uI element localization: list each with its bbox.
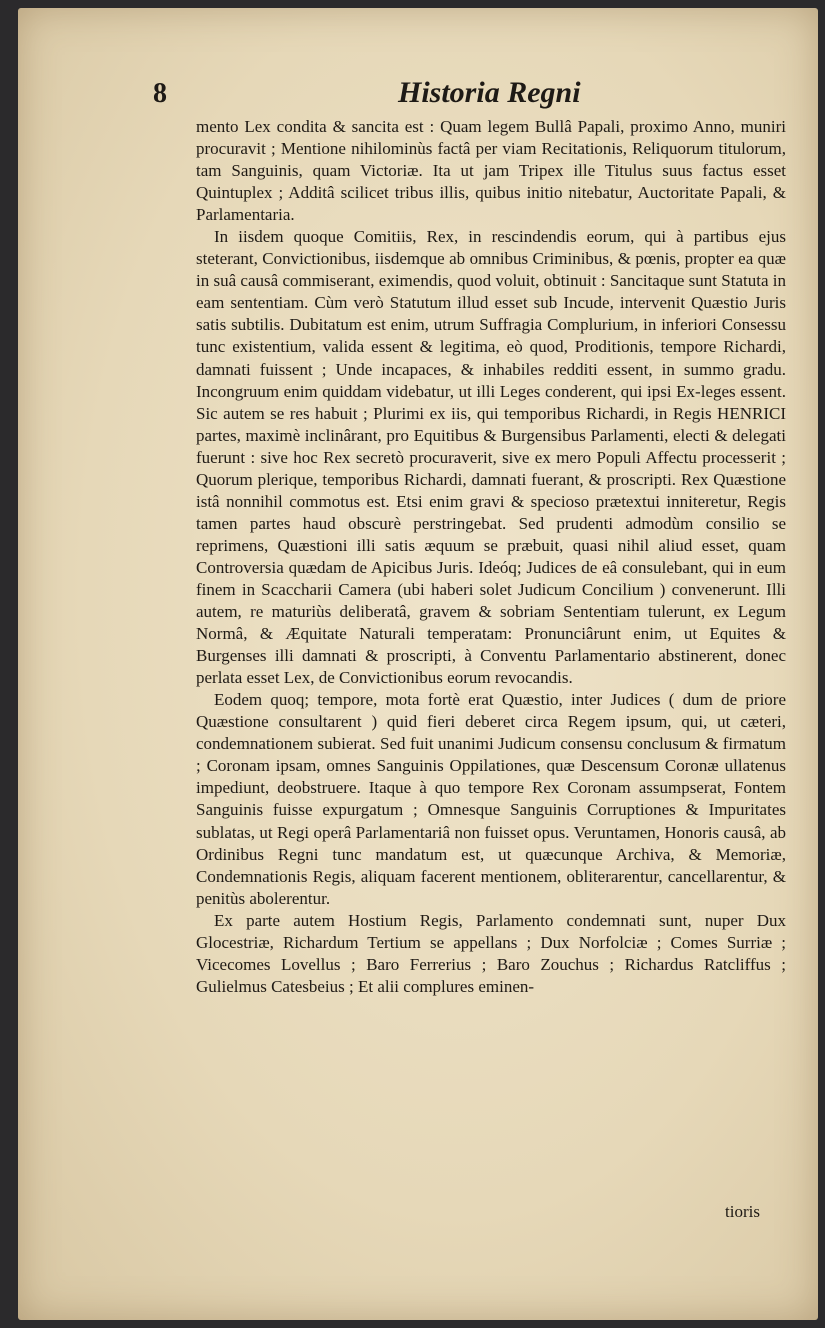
paragraph-4: Ex parte autem Hostium Regis, Parlamento condemnati sunt, nuper Dux Glocestriæ, Richardum Tertium se appellans ; Dux Norfolciæ ; Comes Surriæ ; Vicecomes Lovellus ; Baro Ferrerius ; Baro Zouchus ; Richardus Ratcliffus ; Gulielmus Catesbeius ; Et alii complures eminen- [196,910,786,996]
page-number: 8 [153,78,167,109]
paragraph-2: In iisdem quoque Comitiis, Rex, in rescindendis eorum, qui à partibus ejus steterant, Convictionibus, iisdemque ab omnibus Criminibus, & pœnis, propter ea quæ in suâ causâ commiserant, eximendis, quod voluit, obtinuit : Sancitaque sunt Statuta in eam sententiam. Cùm verò Statutum illud esset sub Incude, intervenit Quæstio Juris satis subtilis. Dubitatum est enim, utrum Suffragia Complurium, in inferiori Consessu tunc existentium, valida essent & legitima, eò quod, Proditionis, tempore Richardi, damnati fuissent ; Unde incapaces, & inhabiles redditi essent, in summo gradu. Incongruum enim quiddam videbatur, ut illi Leges conderent, qui ipsi Ex-leges essent. Sic autem se res habuit ; Plurimi ex iis, qui temporibus Richardi, in Regis HENRICI partes, maximè inclinârant, pro Equitibus & Burgensibus Parlamenti, electi & delegati fuerunt : sive hoc Rex secretò procuraverit, sive ex mero Populi Affectu processerit ; Quorum plerique, temporibus Richardi, damnati fuerant, & proscripti. Rex Quæstione istâ nonnihil commotus est. Etsi enim gravi & specioso prætextui inniteretur, Regis tamen partes haud obscurè perstringebat. Sed prudenti admodùm consilio se reprimens, Quæstioni illi satis æquum se præbuit, quasi nihil aliud esset, quam Controversia quædam de Apicibus Juris. Ideóq; Judices de eâ consulebant, qui in eum finem in Scaccharii Camera (ubi haberi solet Judicum Concilium ) convenerunt. Illi autem, re maturiùs deliberatâ, gravem & sobriam Sententiam tulerunt, ex Legum Normâ, & Æquitate Naturali temperatam: Pronunciârunt enim, ut Equites & Burgenses illi damnati & proscripti, à Conventu Parlamentario abstinerent, donec perlata esset Lex, de Convictionibus eorum revocandis. [196,227,786,688]
paragraph-3: Eodem quoq; tempore, mota fortè erat Quæstio, inter Judices ( dum de priore Quæstione consultarent ) quid fieri deberet circa Regem ipsum, qui, ut cæteri, condemnationem subierat. Sed fuit unanimi Judicum consensu conclusum & firmatum ; Coronam ipsam, omnes Sanguinis Oppilationes, quæ Descensum Coronæ ullatenus impediunt, deobstruere. Itaque à quo tempore Rex Coronam assumpserat, Fontem Sanguinis fuisse expurgatum ; Omnesque Sanguinis Corruptiones & Impuritates sublatas, ut Regi operâ Parlamentariâ non fuisset opus. Veruntamen, Honoris causâ, ab Ordinibus Regni tunc mandatum est, ut quæcunque Archiva, & Memoriæ, Condemnationis Regis, aliquam facerent mentionem, obliterarentur, cancellarentur, & penitùs abolerentur. [196,690,786,908]
running-title: Historia Regni [398,76,581,109]
catchword: tioris [725,1202,760,1221]
body-text [196,116,786,998]
book-page [18,8,818,1320]
paragraph-1: mento Lex condita & sancita est : Quam legem Bullâ Papali, proximo Anno, muniri procuravit ; Mentione nihilominùs factâ per viam Recitationis, Reliquorum titulorum, tam Sanguinis, quam Victoriæ. Ita ut jam Tripex ille Titulus suus factus esset Quintuplex ; Additâ scilicet tribus illis, quibus initio nitebatur, Auctoritate Papali, & Parlamentaria. [196,117,786,225]
